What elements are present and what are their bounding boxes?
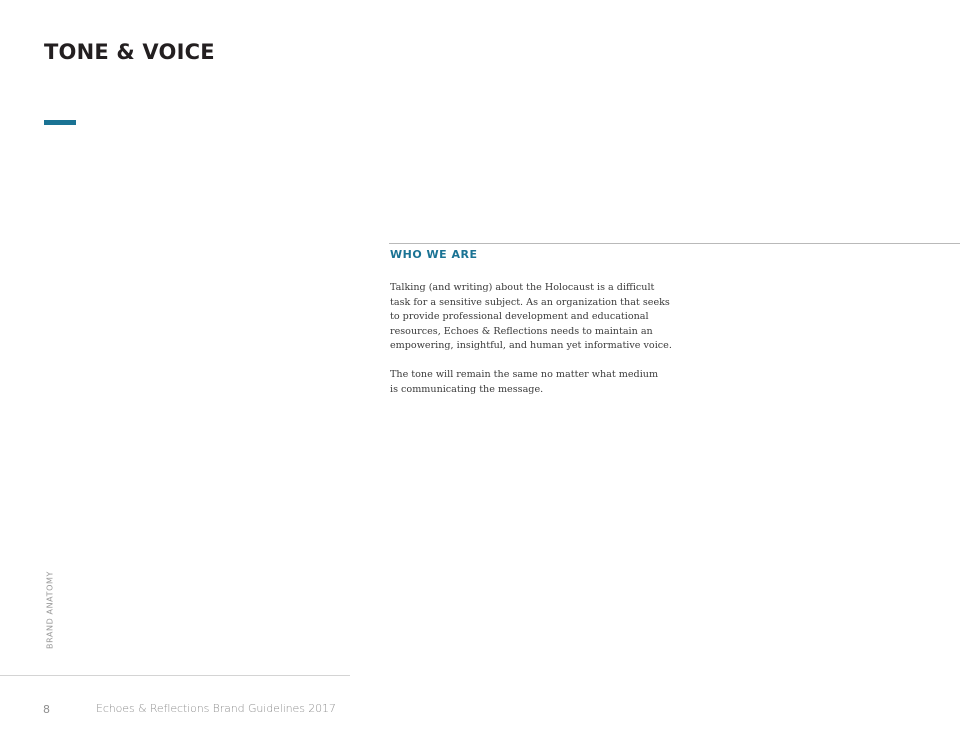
body-line: empowering, insightful, and human yet informative voice.: [390, 340, 672, 351]
body-paragraph-1: [390, 281, 700, 354]
body-line: resources, Echoes & Reflections needs to maintain an: [390, 325, 653, 337]
footer-document-title: Echoes & Reflections Brand Guidelines 2017: [96, 702, 336, 715]
body-line: Talking (and writing) about the Holocaust is a difficult: [390, 282, 655, 293]
body-line: is communicating the message.: [390, 383, 544, 395]
page-title: TONE & VOICE: [44, 40, 215, 64]
body-line: to provide professional development and educational: [390, 311, 649, 322]
footer-divider: [0, 675, 350, 676]
body-line: The tone will remain the same no matter what medium: [390, 369, 659, 380]
title-accent-bar: [44, 120, 76, 125]
section-divider: [389, 243, 960, 244]
section-heading: WHO WE ARE: [390, 248, 478, 261]
body-paragraph-2: [390, 368, 700, 397]
body-line: task for a sensitive subject. As an organization that seeks: [390, 296, 670, 308]
side-section-label: BRAND ANATOMY: [45, 571, 55, 649]
page-number: 8: [43, 703, 50, 716]
